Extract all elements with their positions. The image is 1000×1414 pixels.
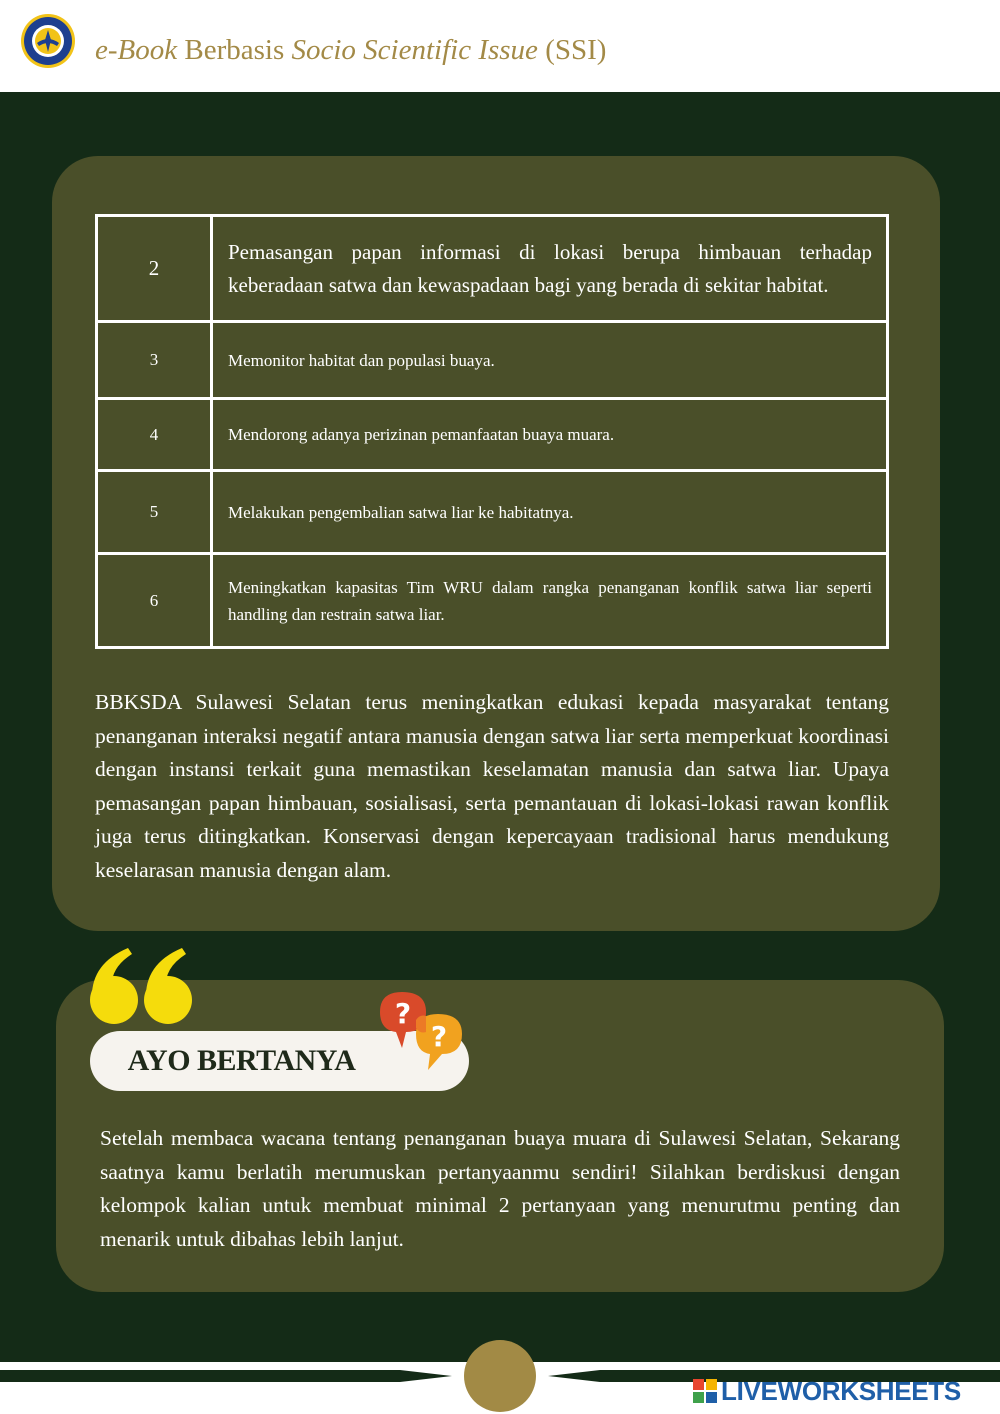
ebook-title: e-Book Berbasis Socio Scientific Issue (SSI) [95, 34, 607, 66]
row-description: Meningkatkan kapasitas Tim WRU dalam rangka penanganan konflik satwa liar seperti handling dan restrain satwa liar. [212, 554, 888, 648]
row-description: Mendorong adanya perizinan pemanfaatan buaya muara. [212, 399, 888, 471]
row-number: 2 [97, 216, 212, 322]
table-row [97, 471, 888, 554]
table-row [97, 399, 888, 471]
row-number: 6 [97, 554, 212, 648]
action-table [95, 214, 889, 649]
liveworksheets-brand[interactable] [693, 1374, 961, 1408]
row-number: 3 [97, 322, 212, 399]
page-header [0, 0, 1000, 92]
row-description: Melakukan pengembalian satwa liar ke habitatnya. [212, 471, 888, 554]
row-number: 5 [97, 471, 212, 554]
university-seal-icon [20, 13, 76, 69]
svg-text:?: ? [430, 1020, 448, 1053]
row-description: Pemasangan papan informasi di lokasi berupa himbauan terhadap keberadaan satwa dan kewaspadaan bagi yang berada di sekitar habitat. [212, 216, 888, 322]
body-paragraph: BBKSDA Sulawesi Selatan terus meningkatkan edukasi kepada masyarakat tentang penanganan interaksi negatif antara manusia dengan satwa liar serta memperkuat koordinasi dengan instansi terkait guna memastikan keselamatan manusia dan satwa liar. Upaya pemasangan papan himbauan, sosialisasi, serta pemantauan di lokasi-lokasi rawan konflik juga terus ditingkatkan. Konservasi dengan kepercayaan tradisional harus mendukung keselarasan manusia dengan alam. [95, 690, 889, 882]
quote-mark-icon [88, 942, 200, 1026]
question-paragraph: Setelah membaca wacana tentang penanganan buaya muara di Sulawesi Selatan, Sekarang saatnya kamu berlatih merumuskan pertanyaanmu sendiri! Silahkan berdiskusi dengan kelompok kalian untuk membuat minimal 2 pertanyaan yang menurutmu penting dan menarik untuk dibahas lebih lanjut. [100, 1126, 900, 1251]
row-description: Memonitor habitat dan populasi buaya. [212, 322, 888, 399]
section-heading: AYO BERTANYA [127, 1044, 356, 1077]
table-row [97, 216, 888, 322]
liveworksheets-label: LIVEWORKSHEETS [721, 1375, 961, 1406]
question-bubbles-icon [376, 990, 466, 1074]
liveworksheets-logo-icon [693, 1379, 717, 1403]
table-row [97, 322, 888, 399]
table-row [97, 554, 888, 648]
row-number: 4 [97, 399, 212, 471]
svg-text:?: ? [394, 997, 412, 1030]
